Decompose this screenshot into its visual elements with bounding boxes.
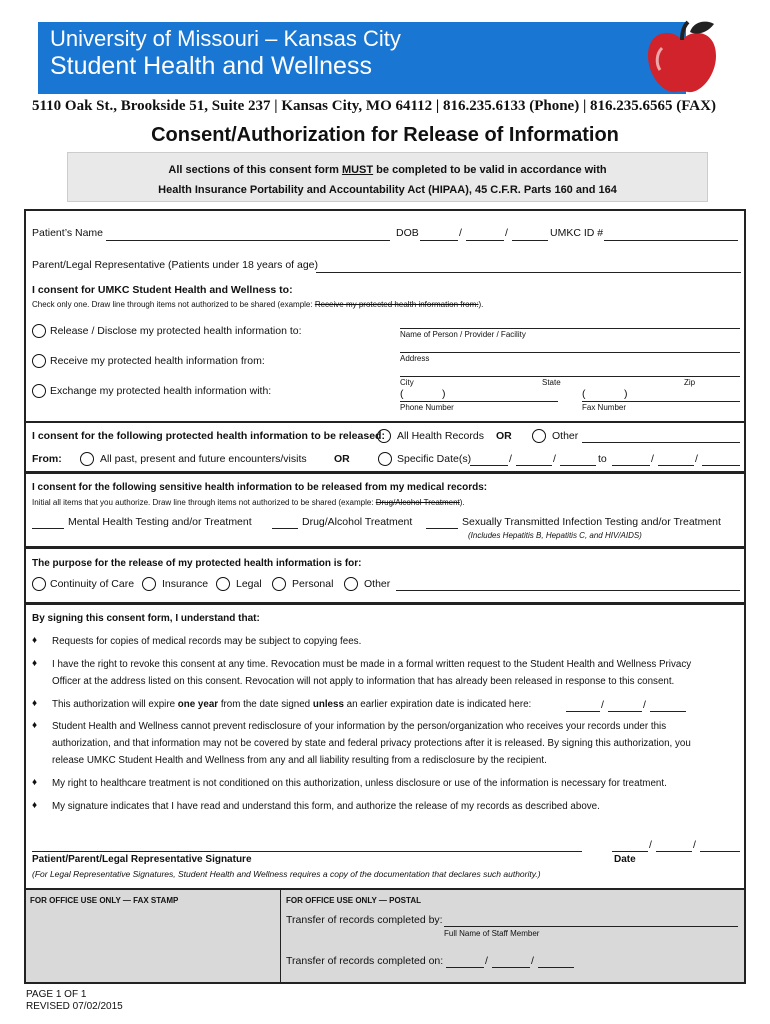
transfer-on-label: Transfer of records completed on: bbox=[286, 955, 444, 967]
date-sep: / bbox=[693, 839, 696, 851]
phone-paren-close: ) bbox=[442, 388, 446, 400]
transfer-month-field[interactable] bbox=[446, 967, 484, 968]
sti-initial-field[interactable] bbox=[426, 528, 458, 529]
all-records-label: All Health Records bbox=[397, 430, 484, 442]
date-sep: / bbox=[649, 839, 652, 851]
purpose-continuity-label: Continuity of Care bbox=[50, 578, 135, 590]
bullet-icon: ♦ bbox=[32, 777, 38, 788]
transfer-year-field[interactable] bbox=[538, 967, 574, 968]
or-label: OR bbox=[496, 430, 512, 442]
understand-item-3 bbox=[52, 699, 531, 710]
purpose-section bbox=[24, 547, 746, 604]
bullet-icon: ♦ bbox=[32, 658, 38, 669]
date-sep: / bbox=[485, 955, 488, 967]
date-sep: / bbox=[553, 453, 556, 465]
postal-title: FOR OFFICE USE ONLY — POSTAL bbox=[286, 896, 421, 905]
specific-dates-label: Specific Date(s) bbox=[397, 453, 472, 465]
date-sep: / bbox=[651, 453, 654, 465]
to-year-field[interactable] bbox=[702, 465, 740, 466]
fax-caption: Fax Number bbox=[582, 403, 627, 412]
purpose-other-label: Other bbox=[364, 578, 391, 590]
provider-name-caption: Name of Person / Provider / Facility bbox=[400, 330, 526, 339]
dob-sep: / bbox=[459, 227, 462, 239]
release-label: Release / Disclose my protected health information to: bbox=[50, 325, 302, 337]
sti-note: (Includes Hepatitis B, Hepatitis C, and HIV/AIDS) bbox=[468, 531, 642, 540]
consent-to-instructions bbox=[32, 300, 483, 309]
understand-item-4-line-3: release UMKC Student Health and Wellness from any and all liability resulting from a redisclosure by the recipient. bbox=[52, 755, 547, 766]
state-caption: State bbox=[542, 378, 561, 387]
bullet-icon: ♦ bbox=[32, 800, 38, 811]
from-day-field[interactable] bbox=[516, 465, 552, 466]
receive-radio[interactable] bbox=[32, 354, 46, 368]
dob-month-field[interactable] bbox=[420, 240, 458, 241]
all-encounters-label: All past, present and future encounters/visits bbox=[100, 453, 307, 465]
signature-field[interactable] bbox=[32, 851, 582, 852]
transfer-by-label: Transfer of records completed by: bbox=[286, 914, 443, 926]
b3-bold: unless bbox=[312, 699, 344, 710]
instr-strike: Drug/Alcohol Treatment bbox=[375, 498, 460, 507]
to-month-field[interactable] bbox=[612, 465, 650, 466]
from-month-field[interactable] bbox=[470, 465, 508, 466]
mental-health-initial-field[interactable] bbox=[32, 528, 64, 529]
date-sep: / bbox=[643, 699, 646, 711]
fax-paren-open: ( bbox=[582, 388, 586, 400]
understand-item-1: Requests for copies of medical records may be subject to copying fees. bbox=[52, 636, 362, 647]
sign-month-field[interactable] bbox=[612, 851, 648, 852]
b3-text: an earlier expiration date is indicated here: bbox=[343, 699, 532, 710]
expire-day-field[interactable] bbox=[608, 711, 642, 712]
date-sep: / bbox=[695, 453, 698, 465]
phone-caption: Phone Number bbox=[400, 403, 454, 412]
address-caption: Address bbox=[400, 354, 430, 363]
specific-dates-radio[interactable] bbox=[378, 452, 392, 466]
instr-text: Check only one. Draw line through items not authorized to be shared (example: bbox=[32, 300, 315, 309]
transfer-by-field[interactable] bbox=[444, 926, 738, 927]
revised-date: REVISED 07/02/2015 bbox=[26, 1001, 123, 1012]
all-records-radio[interactable] bbox=[377, 429, 391, 443]
purpose-heading: The purpose for the release of my protected health information is for: bbox=[32, 558, 362, 569]
all-encounters-radio[interactable] bbox=[80, 452, 94, 466]
hipaa-notice bbox=[67, 152, 708, 202]
university-name: University of Missouri – Kansas City bbox=[50, 26, 401, 51]
understand-item-4-line-1: Student Health and Wellness cannot prevent redisclosure of your information by the person/organization who receives your records under this bbox=[52, 721, 667, 732]
bullet-icon: ♦ bbox=[32, 635, 38, 646]
notice-must: MUST bbox=[341, 164, 374, 176]
info-release-section bbox=[24, 421, 746, 473]
fax-paren-close: ) bbox=[624, 388, 628, 400]
purpose-insurance-label: Insurance bbox=[162, 578, 209, 590]
release-radio[interactable] bbox=[32, 324, 46, 338]
page-number: PAGE 1 OF 1 bbox=[26, 989, 87, 1000]
date-sep: / bbox=[509, 453, 512, 465]
patient-section bbox=[24, 209, 746, 423]
notice-line-1 bbox=[68, 160, 707, 180]
purpose-continuity-radio[interactable] bbox=[32, 577, 46, 591]
purpose-legal-label: Legal bbox=[236, 578, 262, 590]
signature-note: (For Legal Representative Signatures, Student Health and Wellness requires a copy of the documentation that declares such authority.) bbox=[32, 869, 541, 879]
sign-day-field[interactable] bbox=[656, 851, 692, 852]
dob-day-field[interactable] bbox=[466, 240, 504, 241]
date-sep: / bbox=[601, 699, 604, 711]
patient-name-label: Patient’s Name bbox=[32, 227, 104, 239]
date-label: Date bbox=[614, 854, 636, 865]
provider-address-field[interactable] bbox=[400, 352, 740, 353]
instr-strike: Receive my protected health information from: bbox=[314, 300, 479, 309]
dob-year-field[interactable] bbox=[512, 240, 548, 241]
exchange-radio[interactable] bbox=[32, 384, 46, 398]
sensitive-instructions bbox=[32, 498, 465, 507]
sign-year-field[interactable] bbox=[700, 851, 740, 852]
from-year-field[interactable] bbox=[560, 465, 596, 466]
apple-logo-icon bbox=[642, 18, 722, 96]
department-name: Student Health and Wellness bbox=[50, 52, 372, 80]
understand-item-2-line-1: I have the right to revoke this consent at any time. Revocation must be made in a formal written request to the Student Health and Wellness Privacy bbox=[52, 659, 692, 670]
to-label: to bbox=[598, 453, 607, 465]
patient-name-field[interactable] bbox=[106, 240, 390, 241]
understand-item-6: My signature indicates that I have read and understand this form, and authorize the release of my records as described above. bbox=[52, 801, 600, 812]
understand-item-4-line-2: authorization, and that information may not be covered by state and federal privacy protections after it is released. By signing this authorization, you bbox=[52, 738, 691, 749]
umkc-id-label: UMKC ID # bbox=[550, 227, 604, 239]
bullet-icon: ♦ bbox=[32, 720, 38, 731]
rep-field[interactable] bbox=[316, 272, 741, 273]
purpose-other-field[interactable] bbox=[396, 590, 740, 591]
purpose-insurance-radio[interactable] bbox=[142, 577, 156, 591]
instr-text: ). bbox=[459, 498, 465, 507]
consent-to-heading: I consent for UMKC Student Health and Wellness to: bbox=[32, 284, 293, 296]
from-label: From: bbox=[32, 453, 62, 465]
purpose-other-radio[interactable] bbox=[344, 577, 358, 591]
staff-caption: Full Name of Staff Member bbox=[444, 929, 540, 938]
signature-label: Patient/Parent/Legal Representative Signature bbox=[32, 854, 252, 865]
info-release-heading: I consent for the following protected health information to be released: bbox=[32, 430, 385, 442]
other-info-label: Other bbox=[552, 430, 579, 442]
sensitive-section bbox=[24, 472, 746, 548]
phone-field[interactable] bbox=[400, 401, 558, 402]
zip-caption: Zip bbox=[684, 378, 696, 387]
office-divider bbox=[280, 890, 281, 982]
purpose-personal-radio[interactable] bbox=[272, 577, 286, 591]
transfer-day-field[interactable] bbox=[492, 967, 530, 968]
drug-alcohol-label: Drug/Alcohol Treatment bbox=[302, 516, 413, 528]
bullet-icon: ♦ bbox=[32, 698, 38, 709]
purpose-legal-radio[interactable] bbox=[216, 577, 230, 591]
fax-field[interactable] bbox=[582, 401, 740, 402]
instr-text: ). bbox=[478, 300, 484, 309]
instr-text: Initial all items that you authorize. Draw line through items not authorized to be shared (example: bbox=[32, 498, 376, 507]
other-info-radio[interactable] bbox=[532, 429, 546, 443]
expire-month-field[interactable] bbox=[566, 711, 600, 712]
b3-bold: one year bbox=[177, 699, 219, 710]
receive-label: Receive my protected health information from: bbox=[50, 355, 265, 367]
mental-health-label: Mental Health Testing and/or Treatment bbox=[68, 516, 252, 528]
form-title: Consent/Authorization for Release of Information bbox=[151, 124, 619, 146]
provider-name-field[interactable] bbox=[400, 328, 740, 329]
dob-sep: / bbox=[505, 227, 508, 239]
understand-section bbox=[24, 603, 746, 890]
purpose-personal-label: Personal bbox=[292, 578, 334, 590]
notice-text: All sections of this consent form bbox=[168, 164, 342, 176]
sti-label: Sexually Transmitted Infection Testing and/or Treatment bbox=[462, 516, 721, 528]
fax-stamp-title: FOR OFFICE USE ONLY — FAX STAMP bbox=[30, 896, 179, 905]
notice-text: be completed to be valid in accordance with bbox=[373, 164, 607, 176]
b3-text: This authorization will expire bbox=[52, 699, 178, 710]
exchange-label: Exchange my protected health information with: bbox=[50, 385, 272, 397]
understand-item-2-line-2: Officer at the address listed on this consent. Revocation will not apply to information that has already been released in response to this consent. bbox=[52, 676, 675, 687]
notice-line-2: Health Insurance Portability and Accountability Act (HIPAA), 45 C.F.R. Parts 160 and 164 bbox=[158, 184, 617, 196]
to-day-field[interactable] bbox=[658, 465, 694, 466]
drug-alcohol-initial-field[interactable] bbox=[272, 528, 298, 529]
sensitive-heading: I consent for the following sensitive health information to be released from my medical records: bbox=[32, 482, 488, 493]
city-caption: City bbox=[400, 378, 414, 387]
other-info-field[interactable] bbox=[582, 442, 740, 443]
phone-paren-open: ( bbox=[400, 388, 404, 400]
understand-item-5: My right to healthcare treatment is not conditioned on this authorization, unless disclosure or use of the information is necessary for treatment. bbox=[52, 778, 667, 789]
expire-year-field[interactable] bbox=[650, 711, 686, 712]
address-line: 5110 Oak St., Brookside 51, Suite 237 | Kansas City, MO 64112 | 816.235.6133 (Phone) | 816.235.6565 (FAX) bbox=[32, 98, 716, 114]
city-state-zip-field[interactable] bbox=[400, 376, 740, 377]
date-sep: / bbox=[531, 955, 534, 967]
umkc-id-field[interactable] bbox=[604, 240, 738, 241]
dob-label: DOB bbox=[396, 227, 419, 239]
b3-text: from the date signed bbox=[218, 699, 313, 710]
understand-heading: By signing this consent form, I understand that: bbox=[32, 613, 260, 624]
rep-label: Parent/Legal Representative (Patients under 18 years of age) bbox=[32, 259, 319, 271]
or-label: OR bbox=[334, 453, 350, 465]
